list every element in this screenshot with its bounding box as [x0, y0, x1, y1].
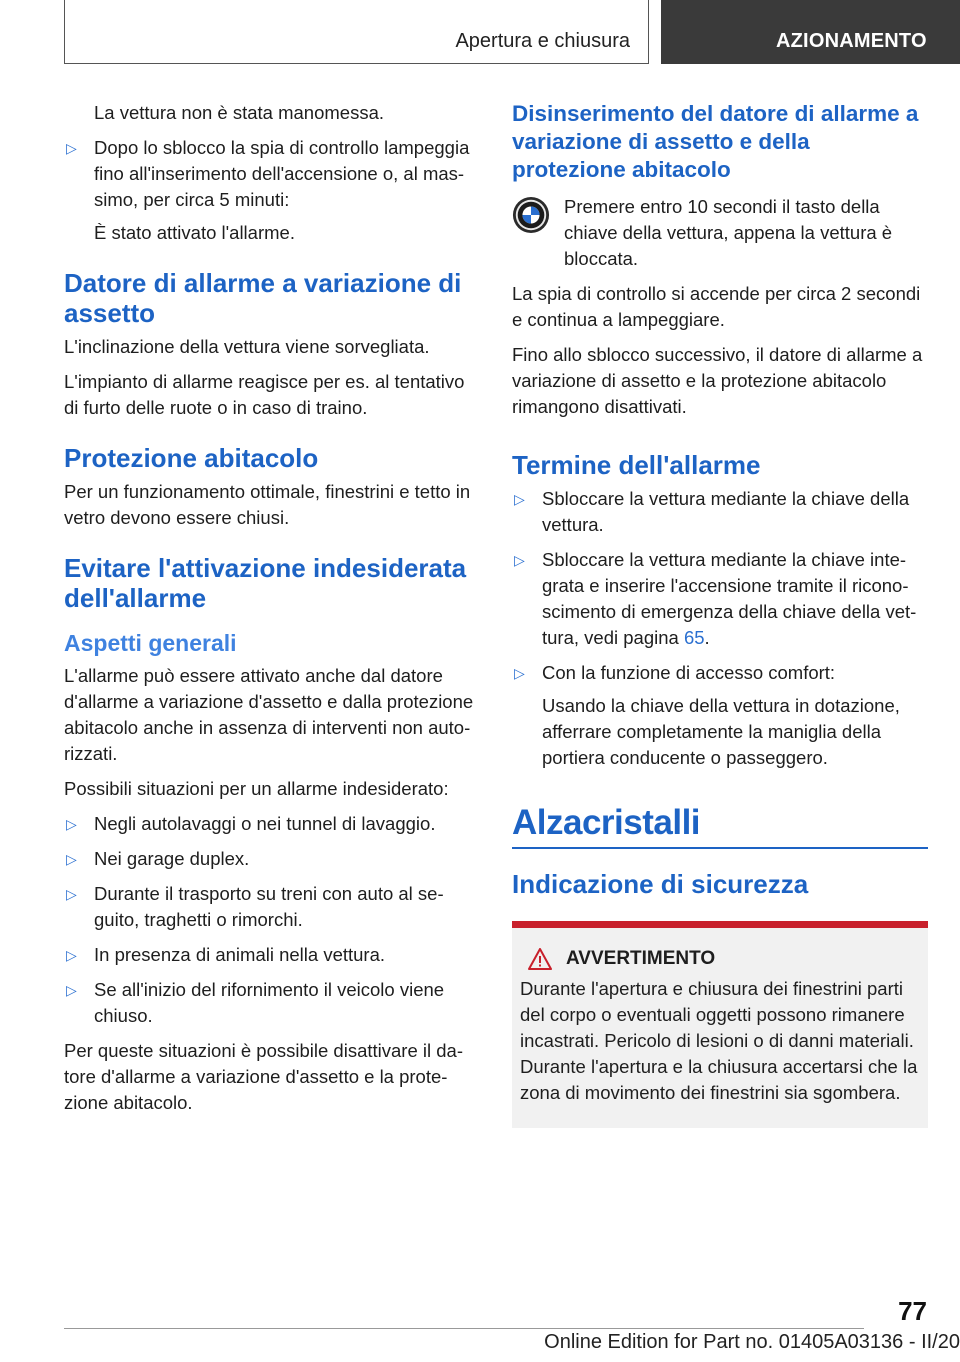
header-chapter-title: AZIONAMENTO — [776, 30, 927, 52]
list-item-subtext: È stato attivato l'allarme. — [94, 222, 295, 243]
footer-rule — [64, 1328, 864, 1329]
heading-safety-note: Indicazione di sicurezza — [512, 868, 809, 899]
page-link[interactable]: 65 — [683, 627, 705, 648]
key-instruction: Premere entro 10 secondi il tasto della chiave della vettura, appena la vettura è bloccata. — [512, 194, 928, 272]
bullet-triangle-icon: ▷ — [66, 947, 77, 963]
heading-tilt-alarm: Datore di allarme a variazione di assetto — [64, 268, 462, 328]
heading-disable-alarm: Disinserimento del datore di allarme a variazione di assetto e della protezione abitacolo — [512, 101, 919, 182]
heading-end-alarm: Termine dell'allarme — [512, 450, 761, 480]
warning-triangle-icon — [528, 948, 552, 970]
header-chapter-tab — [661, 0, 960, 64]
paragraph: L'inclinazione della vettura viene sorvegliata. — [64, 336, 430, 357]
subheading-general: Aspetti generali — [64, 630, 237, 656]
paragraph: Possibili situazioni per un allarme indesiderato: — [64, 778, 449, 799]
bullet-triangle-icon: ▷ — [66, 982, 77, 998]
paragraph: Per queste situazioni è possibile disattivare il datore d'allarme a variazione d'assetto e la protezione abitacolo. — [64, 1040, 463, 1113]
bullet-triangle-icon: ▷ — [514, 552, 525, 568]
paragraph: L'allarme può essere attivato anche dal datore d'allarme a variazione d'assetto e dalla protezione abitacolo anche in assenza di interventi non autorizzati. — [64, 665, 474, 764]
page-number: 77 — [898, 1296, 927, 1326]
heading-rule — [512, 847, 928, 849]
list-item: ▷ Con la funzione di accesso comfort: — [512, 660, 928, 686]
warning-text: Durante l'apertura e chiusura dei finestrini parti del corpo o eventuali oggetti possono rimanere incastrati. Pericolo di lesioni o di danni materiali. Durante l'apertura e la chiusura accertarsi che la zona di movimento dei finestrini sia sgombera. — [520, 977, 918, 1103]
right-column — [512, 100, 928, 1128]
bullet-triangle-icon: ▷ — [514, 665, 525, 681]
bullet-triangle-icon: ▷ — [514, 491, 525, 507]
list-item: ▷ Sbloccare la vettura mediante la chiave della vettura. — [514, 488, 910, 535]
intro-text: La vettura non è stata manomessa. — [94, 102, 385, 123]
list-item: ▷ Sbloccare la vettura mediante la chiave integrata e inserire l'accensione tramite il riconoscimento di emergenza della chiave della vettura, vedi pagina 65. — [514, 549, 917, 648]
heading-avoid-false-alarm: Evitare l'attivazione indesiderata dell'allarme — [64, 553, 467, 613]
list-item: ▷ Durante il trasporto su treni con auto al seguito, traghetti o rimorchi. — [66, 883, 444, 930]
header-section-box — [64, 0, 649, 64]
paragraph: Fino allo sblocco successivo, il datore di allarme a variazione di assetto e la protezione abitacolo rimangono disattivati. — [512, 344, 923, 417]
bullet-triangle-icon: ▷ — [66, 140, 77, 156]
list-item: ▷ In presenza di animali nella vettura. — [64, 942, 482, 968]
paragraph: L'impianto di allarme reagisce per es. al tentativo di furto delle ruote o in caso di traino. — [64, 371, 465, 418]
heading-interior-protection: Protezione abitacolo — [64, 443, 319, 473]
bullet-triangle-icon: ▷ — [66, 886, 77, 902]
bmw-key-button-icon — [512, 196, 550, 234]
paragraph: Per un funzionamento ottimale, finestrini e tetto in vetro devono essere chiusi. — [64, 481, 471, 528]
bullet-triangle-icon: ▷ — [66, 816, 77, 832]
list-item: ▷ Dopo lo sblocco la spia di controllo lampeggia fino all'inserimento dell'accensione o, al massimo, per circa 5 minuti: — [66, 137, 470, 210]
header-section-title: Apertura e chiusura — [455, 30, 630, 52]
list-item: ▷ Negli autolavaggi o nei tunnel di lavaggio. — [64, 811, 482, 837]
warning-title: AVVERTIMENTO — [566, 948, 920, 970]
list-item: ▷ Nei garage duplex. — [64, 846, 482, 872]
left-column — [64, 100, 482, 1125]
paragraph: La spia di controllo si accende per circa 2 secondi e continua a lampeggiare. — [512, 283, 921, 330]
list-item-subtext: Usando la chiave della vettura in dotazione, afferrare completamente la maniglia della portiera conducente o passeggero. — [542, 695, 900, 768]
bullet-triangle-icon: ▷ — [66, 851, 77, 867]
warning-box — [512, 921, 928, 1128]
heading-power-windows: Alzacristalli — [512, 803, 701, 842]
list-item: ▷ Se all'inizio del rifornimento il veicolo viene chiuso. — [66, 979, 445, 1026]
